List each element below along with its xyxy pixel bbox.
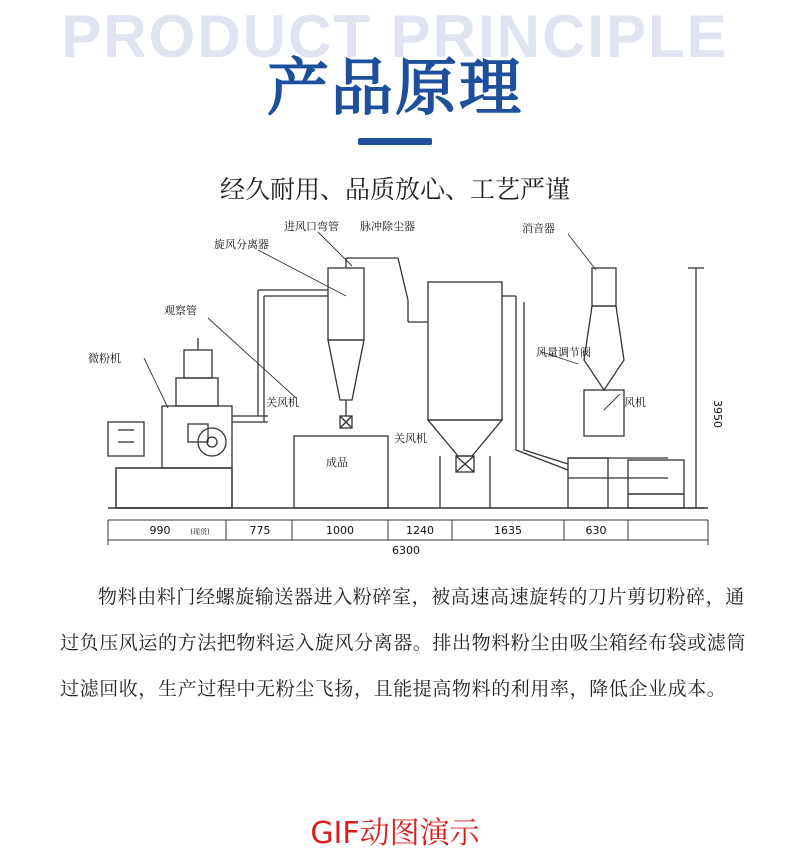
- label-fan: 风机: [624, 396, 646, 409]
- label-height: 3950: [711, 400, 724, 428]
- return-pipe: [502, 296, 568, 470]
- label-air-valve: 风量调节阀: [536, 346, 591, 359]
- label-pulse-dust: 脉冲除尘器: [360, 220, 415, 233]
- label-cyclone: 旋风分离器: [214, 238, 269, 251]
- label-closer-2: 关风机: [394, 432, 427, 445]
- dim-2: 775: [249, 524, 271, 537]
- description-text: 物料由料门经螺旋输送器进入粉碎室，被高速高速旋转的刀片剪切粉碎，通过负压风运的方法把物料运入旋风分离器。排出物料粉尘由吸尘箱经布袋或滤筒过滤回收，生产过程中无粉尘飞扬，且能提高物料的利用率，降低企业成本。: [60, 586, 747, 700]
- background-title: PRODUCT PRINCIPLE: [61, 3, 729, 70]
- micro-mill-machine: [108, 338, 268, 508]
- silencer-fan: [568, 268, 684, 508]
- process-diagram: [48, 210, 728, 580]
- label-product: 成品: [326, 456, 348, 469]
- dim-4: 1240: [406, 524, 434, 537]
- page-title: 产品原理: [266, 51, 523, 124]
- label-silencer: 消音器: [522, 222, 555, 235]
- description: [60, 574, 760, 712]
- title-underline: [358, 138, 432, 145]
- dim-6: 630: [585, 524, 607, 537]
- subtitle: 经久耐用、品质放心、工艺严谨: [219, 175, 570, 204]
- dim-3: 1000: [326, 524, 354, 537]
- pulse-dust-collector: [428, 282, 502, 508]
- height-dimension: [688, 268, 704, 508]
- dim-5: 1635: [494, 524, 522, 537]
- dim-1: 990: [149, 524, 171, 537]
- label-inlet-elbow: 进风口弯管: [284, 220, 339, 233]
- product-box: [294, 436, 388, 508]
- cyclone-separator: [328, 258, 364, 428]
- gif-demo-label: GIF动图演示: [310, 816, 480, 851]
- label-micro-mill: 微粉机: [88, 352, 121, 365]
- dim-total: 6300: [392, 544, 420, 557]
- label-sight-tube: 观察管: [164, 304, 197, 317]
- dim-note: (现货): [190, 528, 210, 536]
- label-closer-1: 关风机: [266, 396, 299, 409]
